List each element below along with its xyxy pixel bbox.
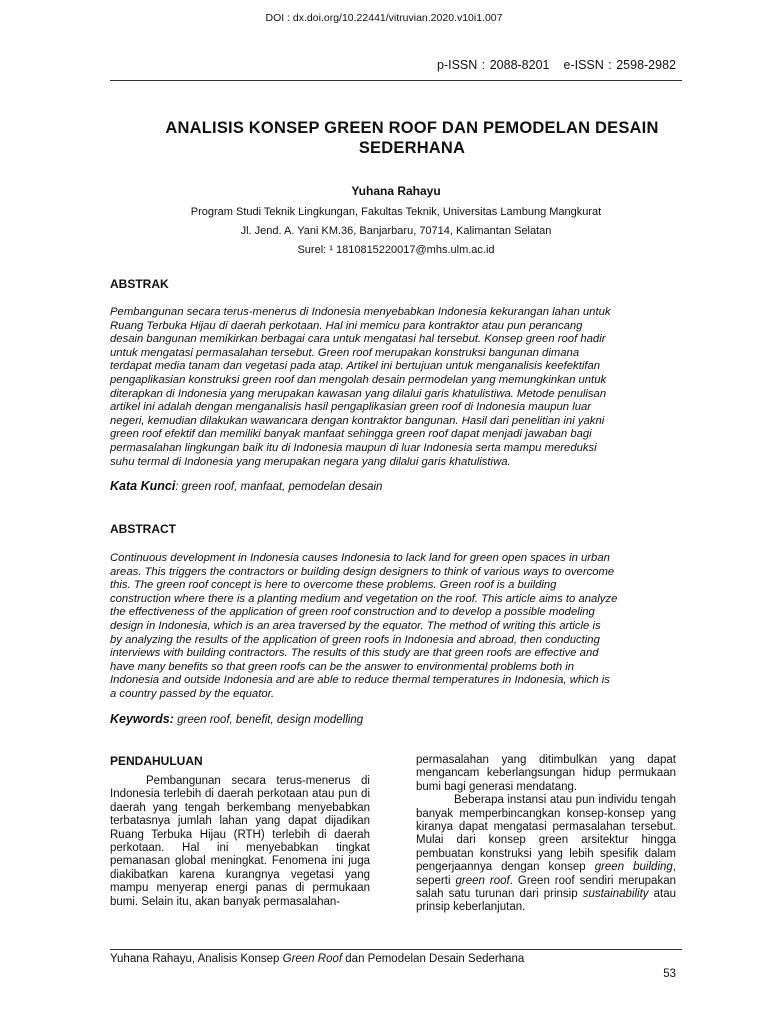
running-footer: [110, 953, 524, 965]
kata-kunci: [110, 479, 382, 493]
abstrak-line: suhu termal di Indonesia yang merupakan negara yang dilalui garis khatulistiwa.: [110, 455, 511, 468]
abstract-line: a country passed by the equator.: [110, 687, 275, 700]
abstrak-line: untuk mengatasi permasalahan tersebut. Green roof merupakan konstruksi bangunan dimana: [110, 346, 580, 359]
intro-paragraph-2: [416, 794, 676, 915]
page-number: 53: [663, 968, 676, 980]
abstrak-line: pengaplikasian konstruksi green roof dan mengolah desain permodelan yang memungkinkan untuk: [110, 373, 607, 386]
abstrak-heading: ABSTRAK: [110, 277, 169, 291]
title-line-2: SEDERHANA: [358, 139, 466, 157]
abstrak-line: negeri, kemudian dilakukan wawancara dengan kontraktor bangunan. Hasil dari penelitian ini yakni: [110, 414, 605, 427]
keywords-label: Keywords:: [110, 712, 174, 726]
right-column: [416, 754, 676, 915]
abstract-heading: ABSTRACT: [110, 522, 176, 536]
abstrak-line: artikel ini adalah dengan menganalisis hasil pengaplikasian green roof di Indonesia maupun luar: [110, 401, 592, 414]
left-column: [110, 775, 370, 909]
doi-line: DOI : dx.doi.org/10.22441/vitruvian.2020.v10i1.007: [265, 12, 503, 24]
kata-kunci-value: : green roof, manfaat, pemodelan desain: [175, 481, 383, 493]
abstrak-line: diterapkan di Indonesia yang merupakan kawasan yang dilalui garis khatulistiwa. Metode penulisan: [110, 387, 607, 400]
abstract-line: by analyzing the results of the application of green roofs in Indonesia and abroad, then conducting: [110, 633, 600, 646]
text-run: atau prinsip keberlanjutan.: [416, 888, 676, 914]
italic-term: green roof: [455, 874, 510, 887]
abstract-line: areas. This triggers the contractors or building design designers to think of various ways to overcome: [110, 565, 615, 578]
e-issn: e-ISSN : 2598-2982: [563, 58, 676, 72]
footer-text: dan Pemodelan Desain Sederhana: [342, 953, 525, 965]
email-line: Surel: ¹ 1810815220017@mhs.ulm.ac.id: [297, 244, 495, 256]
footer-italic: Green Roof: [282, 953, 343, 965]
abstract-line: construction where there is a planting medium and vegetation on the roof. This article aims to analyze: [110, 592, 618, 605]
paper-title: [120, 118, 704, 158]
abstract-line: this. The green roof concept is here to overcome these problems. Green roof is a building: [110, 579, 557, 592]
intro-paragraph-continued: permasalahan yang ditimbulkan yang dapat mengancam keberlangsungan hidup permukaan bumi bagi generasi mendatang.: [416, 754, 676, 793]
affiliation-line: Program Studi Teknik Lingkungan, Fakultas Teknik, Universitas Lambung Mangkurat: [190, 206, 602, 218]
intro-paragraph: Pembangunan secara terus-menerus di Indonesia terlebih di daerah perkotaan atau pun di daerah yang tengah berkembang menyebabkan terbatasnya jumlah lahan yang dapat dijadikan Ruang Terbuka Hijau (RTH) terlebih di daerah perkotaan. Hal ini menyebabkan tingkat pemanasan global meningkat. Fenomena ini juga diakibatkan karena kurangnya vegetasi yang mampu menyerap energi panas di permukaan bumi. Selain itu, akan banyak permasalahan-: [110, 775, 370, 908]
kata-kunci-label: Kata Kunci: [110, 479, 176, 493]
keywords-value: green roof, benefit, design modelling: [173, 714, 364, 726]
abstract-line: the effectiveness of the application of green roof construction and to develop a possible modeling: [110, 606, 595, 619]
text-run: . Green roof sendiri merupakan salah satu turunan dari prinsip: [416, 874, 676, 901]
p-issn: p-ISSN : 2088-8201: [437, 58, 550, 72]
author-name: Yuhana Rahayu: [351, 184, 441, 198]
issn-line: [330, 58, 676, 72]
italic-term: green building: [594, 861, 673, 874]
abstract-line: design in Indonesia, which is an area traversed by the equator. The method of writing this article is: [110, 619, 601, 632]
text-run: Beberapa instansi atau pun individu tengah banyak memperbincangkan konsep-konsep yang kiranya dapat mengatasi permasalahan tersebut. Mulai dari konsep green arsitektur hingga pembuatan konstruksi yang lebih spesifik dalam pengerjaannya dengan konsep: [416, 794, 676, 874]
footer-text: Yuhana Rahayu, Analisis Konsep: [110, 953, 283, 965]
abstract-line: interviews with building contractors. The results of this study are that green roofs are effective and: [110, 647, 599, 660]
abstract-line: have many benefits so that green roofs can be the answer to environmental problems both in: [110, 660, 575, 673]
text-run: , seperti: [416, 861, 676, 887]
abstrak-line: desain bangunan memikirkan berbagai cara untuk mengatasi hal tersebut. Konsep green roof hadir: [110, 333, 606, 346]
pendahuluan-heading: PENDAHULUAN: [110, 754, 203, 768]
abstract-line: Indonesia and outside Indonesia and are able to reduce thermal temperatures in Indonesia, which is: [110, 674, 610, 687]
abstrak-line: terdapat media tanam dan vegetasi pada atap. Artikel ini bertujuan untuk menganalisis keefektifan: [110, 360, 601, 373]
title-line-1: ANALISIS KONSEP GREEN ROOF DAN PEMODELAN DESAIN: [165, 119, 659, 137]
abstract-body: [110, 552, 678, 702]
abstrak-line: green roof efektif dan memiliki banyak manfaat sehingga green roof dapat menjadi jawaban bagi: [110, 428, 592, 441]
abstrak-line: permasalahan lingkungan baik itu di Indonesia maupun di luar Indonesia serta mampu mereduksi: [110, 441, 597, 454]
header-rule: [110, 80, 682, 81]
keywords: [110, 712, 363, 726]
abstract-line: Continuous development in Indonesia causes Indonesia to lack land for green open spaces in urban: [110, 552, 610, 564]
italic-term: sustainability: [582, 888, 649, 901]
abstrak-body: [110, 306, 678, 469]
footer-rule: [110, 949, 682, 950]
abstrak-line: Pembangunan secara terus-menerus di Indonesia menyebabkan Indonesia kekurangan lahan untuk: [110, 306, 611, 318]
address-line: Jl. Jend. A. Yani KM.36, Banjarbaru, 70714, Kalimantan Selatan: [240, 225, 552, 237]
abstrak-line: Ruang Terbuka Hijau di daerah perkotaan. Hal ini memicu para kontraktor atau pun perancang: [110, 319, 583, 332]
